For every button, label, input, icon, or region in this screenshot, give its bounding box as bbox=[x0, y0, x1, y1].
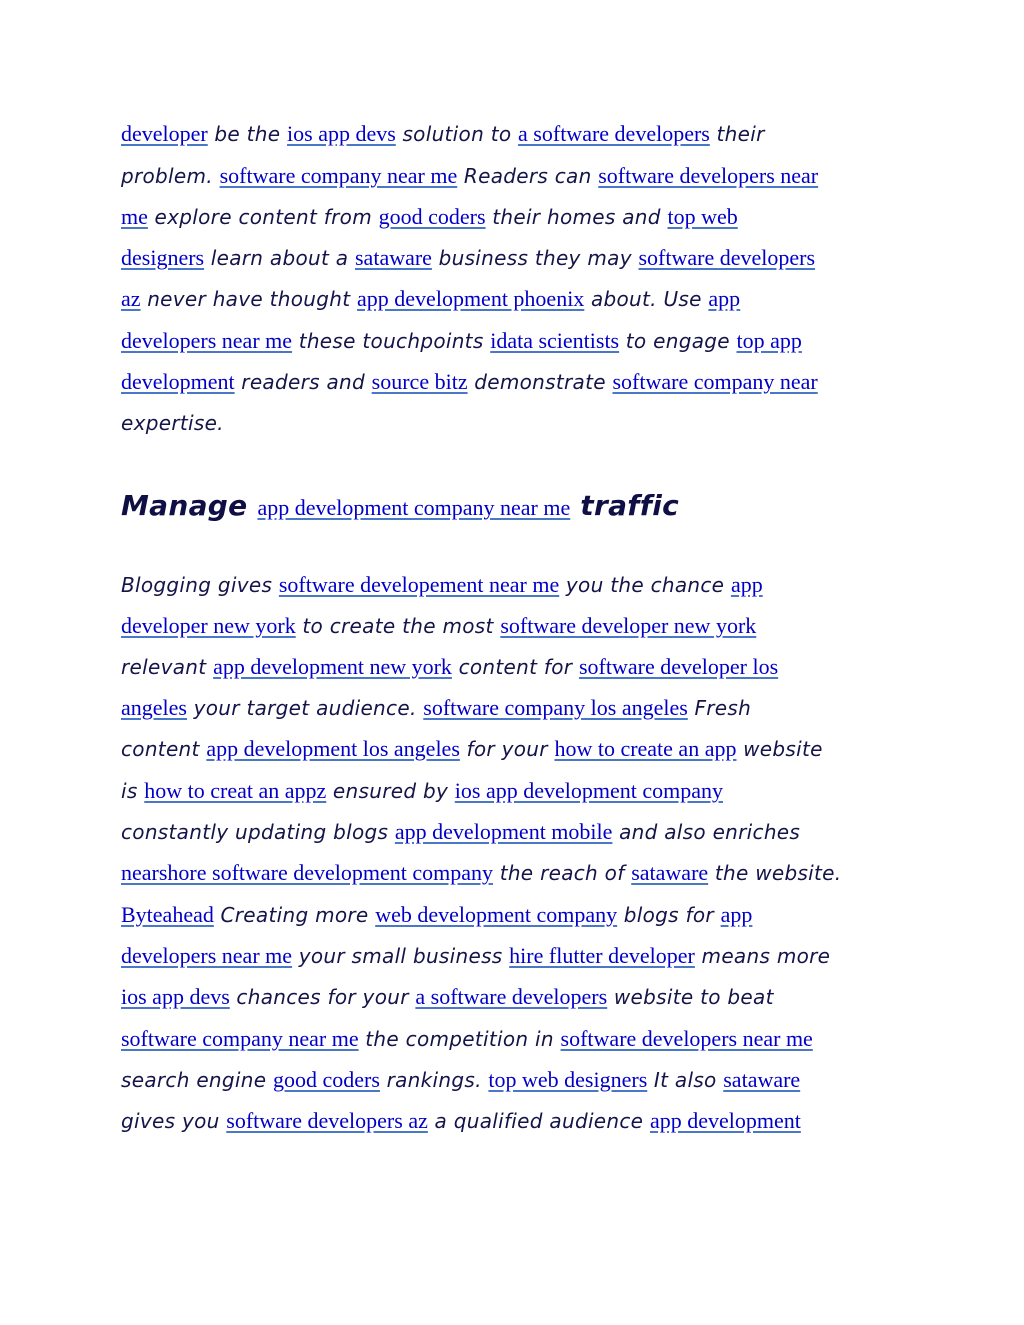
body-text: ensured by bbox=[326, 779, 455, 803]
text-line bbox=[121, 242, 815, 274]
body-text: chances for your bbox=[229, 985, 416, 1009]
hyperlink[interactable]: software developer new york bbox=[500, 613, 757, 638]
hyperlink[interactable]: software company near bbox=[612, 369, 818, 394]
body-text: solution to bbox=[395, 122, 519, 146]
text-line bbox=[121, 407, 224, 439]
body-text: be the bbox=[207, 122, 288, 146]
hyperlink[interactable]: software developers near bbox=[598, 163, 819, 188]
hyperlink[interactable]: ios app development company bbox=[454, 778, 723, 803]
text-line bbox=[121, 940, 830, 972]
hyperlink[interactable]: software company near me bbox=[219, 163, 458, 188]
hyperlink[interactable]: web development company bbox=[375, 902, 618, 927]
body-text: constantly updating blogs bbox=[121, 820, 395, 844]
body-text: the competition in bbox=[358, 1027, 561, 1051]
body-text: content bbox=[121, 737, 207, 761]
body-text: content for bbox=[451, 655, 579, 679]
hyperlink[interactable]: hire flutter developer bbox=[509, 943, 695, 968]
body-text: a qualified audience bbox=[427, 1109, 650, 1133]
hyperlink[interactable]: developers near me bbox=[121, 328, 293, 353]
hyperlink[interactable]: ios app devs bbox=[287, 121, 396, 146]
body-text: the website. bbox=[708, 861, 842, 885]
body-text: It also bbox=[647, 1068, 724, 1092]
text-line bbox=[121, 118, 765, 150]
body-text: rankings. bbox=[379, 1068, 489, 1092]
body-text: to create the most bbox=[295, 614, 501, 638]
hyperlink[interactable]: app development new york bbox=[213, 654, 452, 679]
body-text: you the chance bbox=[559, 573, 731, 597]
section-heading bbox=[121, 490, 679, 522]
hyperlink[interactable]: software developer los bbox=[578, 654, 779, 679]
text-line bbox=[121, 325, 802, 357]
text-line bbox=[121, 899, 752, 931]
text-line bbox=[121, 775, 723, 807]
hyperlink[interactable]: a software developers bbox=[415, 984, 608, 1009]
text-line bbox=[121, 981, 774, 1013]
hyperlink[interactable]: software developers bbox=[638, 245, 816, 270]
text-line bbox=[121, 692, 751, 724]
text-line bbox=[121, 366, 818, 398]
text-line bbox=[121, 816, 800, 848]
body-text: problem. bbox=[121, 164, 220, 188]
hyperlink[interactable]: software company los angeles bbox=[423, 695, 688, 720]
body-text: readers and bbox=[234, 370, 372, 394]
hyperlink[interactable]: Byteahead bbox=[121, 902, 214, 927]
body-text: Manage bbox=[121, 489, 258, 522]
hyperlink[interactable]: good coders bbox=[378, 204, 486, 229]
body-text: their homes and bbox=[485, 205, 668, 229]
hyperlink[interactable]: top web bbox=[667, 204, 738, 229]
hyperlink[interactable]: nearshore software development company bbox=[121, 860, 494, 885]
text-line bbox=[121, 569, 763, 601]
text-line bbox=[121, 610, 756, 642]
hyperlink[interactable]: developer new york bbox=[121, 613, 296, 638]
text-line bbox=[121, 201, 738, 233]
text-line bbox=[121, 1105, 801, 1137]
body-text: website to beat bbox=[607, 985, 774, 1009]
hyperlink[interactable]: good coders bbox=[273, 1067, 380, 1092]
text-line bbox=[121, 733, 823, 765]
hyperlink[interactable]: app development bbox=[649, 1108, 801, 1133]
hyperlink[interactable]: app development mobile bbox=[394, 819, 613, 844]
hyperlink[interactable]: me bbox=[121, 204, 148, 229]
body-text: your target audience. bbox=[186, 696, 424, 720]
hyperlink[interactable]: top app bbox=[736, 328, 802, 353]
hyperlink[interactable]: sataware bbox=[355, 245, 432, 270]
body-text: traffic bbox=[570, 489, 680, 522]
body-text: business they may bbox=[431, 246, 639, 270]
hyperlink[interactable]: sataware bbox=[723, 1067, 801, 1092]
hyperlink[interactable]: app development los angeles bbox=[206, 736, 460, 761]
hyperlink[interactable]: app development phoenix bbox=[357, 286, 585, 311]
hyperlink[interactable]: sataware bbox=[631, 860, 709, 885]
hyperlink[interactable]: development bbox=[121, 369, 235, 394]
hyperlink[interactable]: ios app devs bbox=[121, 984, 230, 1009]
hyperlink[interactable]: software company near me bbox=[121, 1026, 359, 1051]
body-text: and also enriches bbox=[612, 820, 801, 844]
body-text: explore content from bbox=[147, 205, 379, 229]
hyperlink[interactable]: developers near me bbox=[121, 943, 293, 968]
text-line bbox=[121, 857, 841, 889]
body-text: expertise. bbox=[121, 411, 224, 435]
hyperlink[interactable]: source bitz bbox=[371, 369, 468, 394]
body-text: means more bbox=[694, 944, 831, 968]
body-text: their bbox=[709, 122, 765, 146]
hyperlink[interactable]: app bbox=[708, 286, 741, 311]
body-text: is bbox=[121, 779, 145, 803]
body-text: never have thought bbox=[140, 287, 358, 311]
hyperlink[interactable]: software developers az bbox=[226, 1108, 428, 1133]
body-text: Fresh bbox=[687, 696, 752, 720]
body-text: to engage bbox=[619, 329, 737, 353]
hyperlink[interactable]: a software developers bbox=[518, 121, 710, 146]
hyperlink[interactable]: software developement near me bbox=[278, 572, 560, 597]
body-text: gives you bbox=[121, 1109, 227, 1133]
body-text: website bbox=[736, 737, 823, 761]
body-text: search engine bbox=[121, 1068, 274, 1092]
text-line bbox=[121, 1023, 813, 1055]
hyperlink[interactable]: app bbox=[730, 572, 763, 597]
hyperlink[interactable]: developer bbox=[121, 121, 208, 146]
body-text: Blogging gives bbox=[121, 573, 279, 597]
hyperlink[interactable]: how to creat an appz bbox=[144, 778, 327, 803]
body-text: the reach of bbox=[493, 861, 632, 885]
body-text: for your bbox=[459, 737, 555, 761]
hyperlink[interactable]: app bbox=[720, 902, 753, 927]
body-text: demonstrate bbox=[467, 370, 613, 394]
text-line bbox=[121, 651, 778, 683]
hyperlink[interactable]: angeles bbox=[121, 695, 187, 720]
hyperlink[interactable]: idata scientists bbox=[490, 328, 620, 353]
text-line bbox=[121, 283, 740, 315]
hyperlink[interactable]: how to create an app bbox=[554, 736, 737, 761]
hyperlink[interactable]: designers bbox=[121, 245, 205, 270]
hyperlink[interactable]: az bbox=[121, 286, 141, 311]
body-text: your small business bbox=[292, 944, 510, 968]
hyperlink[interactable]: top web designers bbox=[488, 1067, 648, 1092]
body-text: blogs for bbox=[617, 903, 721, 927]
body-text: about. Use bbox=[584, 287, 709, 311]
text-line bbox=[121, 1064, 800, 1096]
hyperlink[interactable]: software developers near me bbox=[560, 1026, 813, 1051]
body-text: Creating more bbox=[213, 903, 376, 927]
hyperlink[interactable]: app development company near me bbox=[257, 495, 571, 520]
body-text: these touchpoints bbox=[292, 329, 491, 353]
body-text: Readers can bbox=[457, 164, 599, 188]
text-line bbox=[121, 160, 818, 192]
body-text: learn about a bbox=[204, 246, 355, 270]
body-text: relevant bbox=[121, 655, 214, 679]
